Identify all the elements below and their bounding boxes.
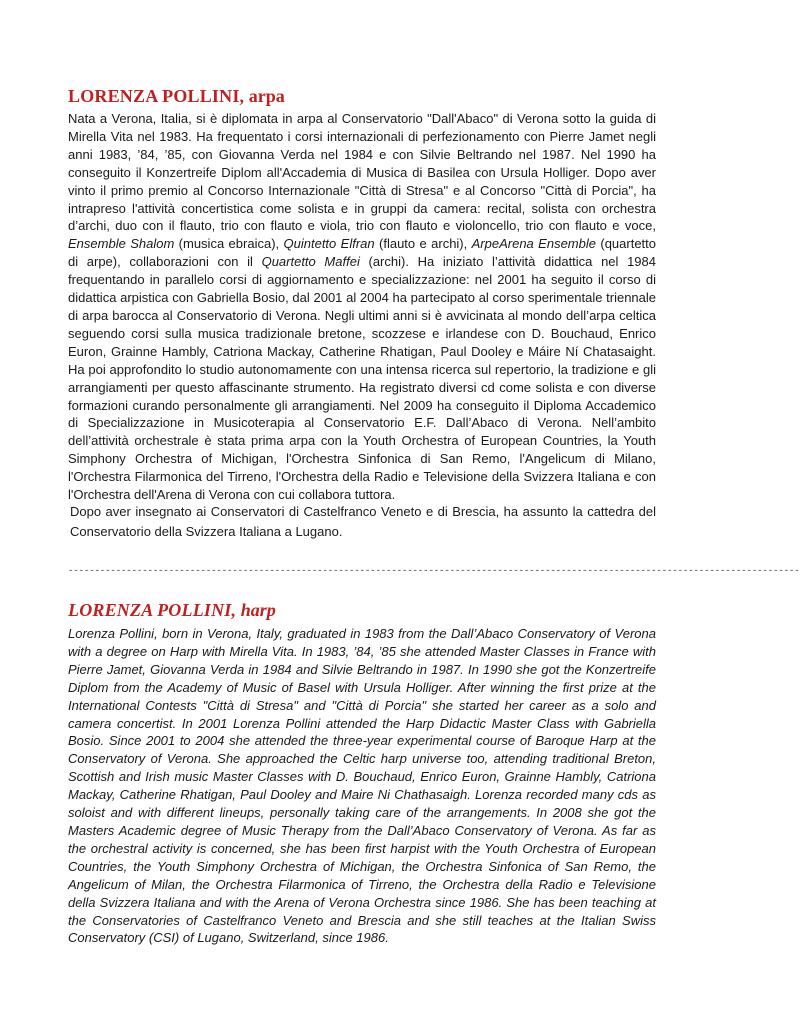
italian-heading-role: arpa <box>244 86 285 106</box>
italian-bio-part-2: (musica ebraica), <box>174 236 284 252</box>
english-heading-role: harp <box>236 600 276 620</box>
english-biography: Lorenza Pollini, born in Verona, Italy, graduated in 1983 from the Dall’Abaco Conservatory of Verona with a degree on Harp with Mirella Vita. In 1983, ’84, ’85 she attended Master Classes in France with Pierre Jamet, Giovanna Verda in 1984 and Silvie Beltrando in 1987. In 1990 she got the Konzertreife Diplom from the Academy of Music of Basel with Ursula Holliger. After winning the first prize at the International Contests "Città di Stresa" and "Città di Porcia" she started her career as a solo and camera concertist. In 2001 Lorenza Pollini attended the Harp Didactic Master Class with Gabriella Bosio. Since 2001 to 2004 she attended the three-year experimental course of Baroque Harp at the Conservatory of Verona. She approached the Celtic harp universe too, attending traditional Breton, Scottish and Irish music Master Classes with D. Bouchaud, Enrico Euron, Grainne Hambly, Catriona Mackay, Catherine Rhatigan, Paul Dooley and Maire Ni Chathasaigh. Lorenza recorded many cds as soloist and with different lineups, personally taking care of the arrangements. In 2008 she got the Masters Academic degree of Music Therapy from the Dall’Abaco Conservatory of Verona. As far as the orchestral activity is concerned, she has been first harpist with the Youth Orchestra of European Countries, the Youth Simphony Orchestra of Michigan, the Orchestra Sinfonica of San Remo, the Angelicum of Milan, the Orchestra Filarmonica of Tirreno, the Orchestra della Radio e Televisione della Svizzera Italiana and with the Arena of Verona Orchestra since 1986. She has been teaching at the Conservatories of Castelfranco Veneto and Brescia and she still teaches at the Italian Swiss Conservatory (CSI) of Lugano, Switzerland, since 1986. <box>68 626 656 946</box>
italian-bio-quintetto-elfran: Quintetto Elfran <box>283 236 375 252</box>
section-divider: ------------------------------------------------------------------------------------------------------------------------------------------ <box>68 566 800 576</box>
italian-biography <box>68 110 656 504</box>
italian-bio-part-4: (quartetto di arpe), collaborazioni con il <box>68 236 657 270</box>
italian-bio-part-1: Nata a Verona, Italia, si è diplomata in arpa al Conservatorio "Dall'Abaco" di Verona sotto la guida di Mirella Vita nel 1983. Ha frequentato i corsi internazionali di perfezionamento con Pierre Jamet negli anni 1983, ’84, ’85, con Giovanna Verda nel 1984 e con Silvie Beltrando nel 1987. Nel 1990 ha conseguito il Konzertreife Diplom all'Accademia di Musica di Basilea con Ursula Holliger. Dopo aver vinto il primo premio al Concorso Internazionale "Città di Stresa" e al Concorso "Città di Porcia", ha intrapreso l'attività concertistica come solista e in gruppi da camera: recital, solista con orchestra d’archi, duo con il flauto, trio con flauto e viola, trio con flauto e violoncello, trio con flauto e voce, <box>68 111 656 234</box>
italian-bio-ensemble-shalom: Ensemble Shalom <box>68 236 175 252</box>
italian-biography-teaching: Dopo aver insegnato ai Conservatori di Castelfranco Veneto e di Brescia, ha assunto la cattedra del Conservatorio della Svizzera Italiana a Lugano. <box>70 504 656 539</box>
italian-bio-part-3: (flauto e archi), <box>374 236 472 252</box>
italian-heading-name: LORENZA POLLINI, <box>68 86 245 106</box>
italian-heading <box>68 86 285 107</box>
italian-bio-arpearena-ensemble: ArpeArena Ensemble <box>471 236 596 252</box>
italian-bio-quartetto-maffei: Quartetto Maffei <box>261 254 360 270</box>
english-heading-name: LORENZA POLLINI, <box>68 600 237 620</box>
english-heading <box>68 600 276 621</box>
italian-bio-part-5: (archi). Ha iniziato l’attività didattica nel 1984 frequentando in parallelo corsi di aggiornamento e specializzazione: nel 2001 ha seguito il corso di didattica arpistica con Gabriella Bosio, dal 2001 al 2004 ha partecipato al corso sperimentale triennale di arpa barocca al Conservatorio di Verona. Negli ultimi anni si è avvicinata al mondo dell’arpa celtica seguendo corsi sulla musica tradizionale bretone, scozzese e irlandese con D. Bouchaud, Enrico Euron, Grainne Hambly, Catriona Mackay, Catherine Rhatigan, Paul Dooley e Máire Ní Chatasaight. Ha poi approfondito lo studio autonomamente con una intensa ricerca sul repertorio, la tradizione e gli arrangiamenti per questo affascinante strumento. Ha registrato diversi cd come solista e con diverse formazioni curando personalmente gli arrangiamenti. Nel 2009 ha conseguito il Diploma Accademico di Specializzazione in Musicoterapia al Conservatorio E.F. Dall’Abaco di Verona. Nell’ambito dell’attività orchestrale è stata prima arpa con la Youth Orchestra of European Countries, la Youth Simphony Orchestra of Michigan, l'Orchestra Sinfonica di San Remo, l'Angelicum di Milano, l'Orchestra Filarmonica del Tirreno, l'Orchestra della Radio e Televisione della Svizzera Italiana e con l'Orchestra dell'Arena di Verona con cui collabora tuttora. <box>68 254 656 503</box>
